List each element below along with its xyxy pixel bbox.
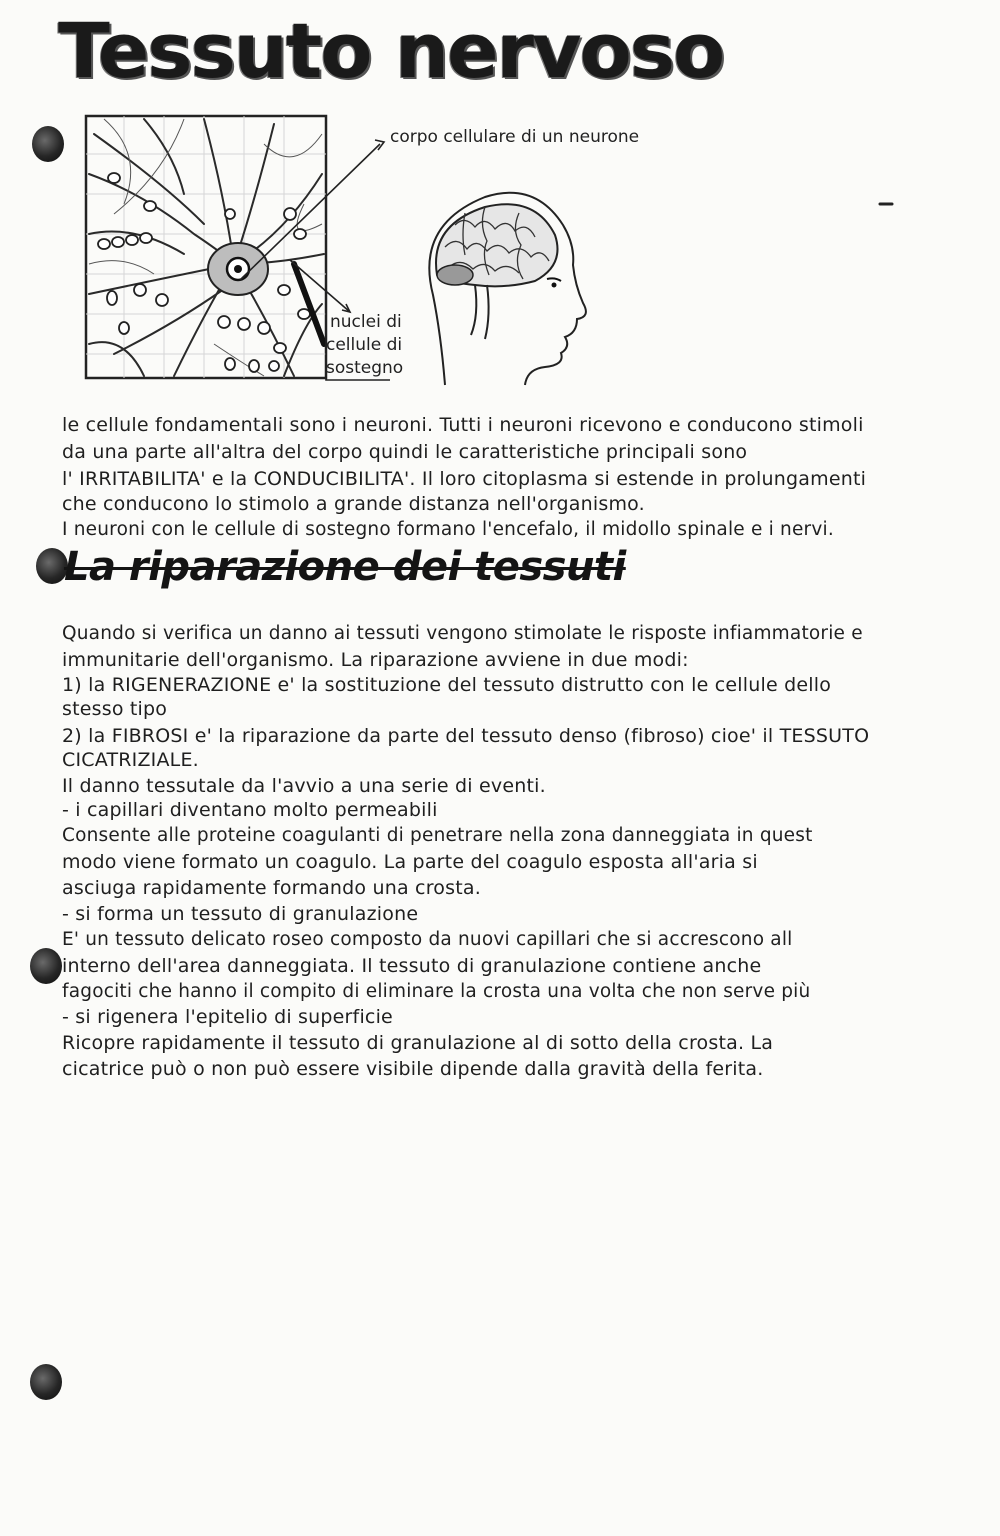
section2-line7: Il danno tessutale da l'avvio a una serie di eventi. (62, 775, 546, 797)
paragraph1-line5: I neuroni con le cellule di sostegno formano l'encefalo, il midollo spinale e i nervi. (62, 519, 834, 540)
section2-line3: 1) la RIGENERAZIONE e' la sostituzione del tessuto distrutto con le cellule dello (62, 674, 832, 696)
paragraph1-line1: le cellule fondamentali sono i neuroni. Tutti i neuroni ricevono e conducono stimoli (62, 414, 864, 436)
ink-dash-mark (878, 200, 894, 208)
label-nuclei-line3: sostegno (326, 358, 404, 378)
section2-line5: 2) la FIBROSI e' la riparazione da parte del tessuto denso (fibroso) cioe' il TESSUTO (62, 725, 870, 747)
section2-line16: - si rigenera l'epitelio di superficie (62, 1006, 393, 1028)
section2-line8: - i capillari diventano molto permeabili (62, 799, 438, 821)
paragraph1-line2: da una parte all'altra del corpo quindi le caratteristiche principali sono (62, 441, 748, 463)
section2-line15: fagociti che hanno il compito di eliminare la crosta una volta che non serve più (62, 981, 811, 1002)
paragraph1-line3: l' IRRITABILITA' e la CONDUCIBILITA'. Il loro citoplasma si estende in prolungamenti (62, 468, 867, 490)
punch-hole-bottom (30, 1364, 62, 1400)
section2-line2: immunitarie dell'organismo. La riparazione avviene in due modi: (62, 649, 689, 671)
label-cell-body: corpo cellulare di un neurone (390, 127, 640, 147)
section2-line4: stesso tipo (62, 698, 168, 720)
page-title: Tessuto nervoso (58, 6, 724, 95)
label-nuclei-line2: cellule di (326, 335, 403, 355)
section2-line14: interno dell'area danneggiata. Il tessuto di granulazione contiene anche (62, 955, 762, 977)
paragraph1-line4: che conducono lo stimolo a grande distanza nell'organismo. (62, 493, 645, 515)
label-nuclei-line1: nuclei di (330, 312, 402, 332)
section2-line18: cicatrice può o non può essere visibile dipende dalla gravità della ferita. (62, 1058, 764, 1080)
section2-line11: asciuga rapidamente formando una crosta. (62, 877, 481, 899)
section2-line17: Ricopre rapidamente il tessuto di granulazione al di sotto della crosta. La (62, 1032, 774, 1054)
punch-hole-lower (30, 948, 62, 984)
section-heading: La riparazione dei tessuti (64, 544, 626, 590)
section2-line6: CICATRIZIALE. (62, 749, 199, 771)
head-brain-drawing (415, 185, 600, 390)
section2-line9: Consente alle proteine coagulanti di penetrare nella zona danneggiata in quest (62, 825, 813, 846)
section2-line13: E' un tessuto delicato roseo composto da nuovi capillari che si accrescono all (62, 929, 793, 950)
section2-line1: Quando si verifica un danno ai tessuti vengono stimolate le risposte infiammatorie e (62, 623, 863, 644)
section2-line12: - si forma un tessuto di granulazione (62, 903, 419, 925)
section2-line10: modo viene formato un coagulo. La parte del coagulo esposta all'aria si (62, 851, 758, 873)
punch-hole-top (32, 126, 64, 162)
